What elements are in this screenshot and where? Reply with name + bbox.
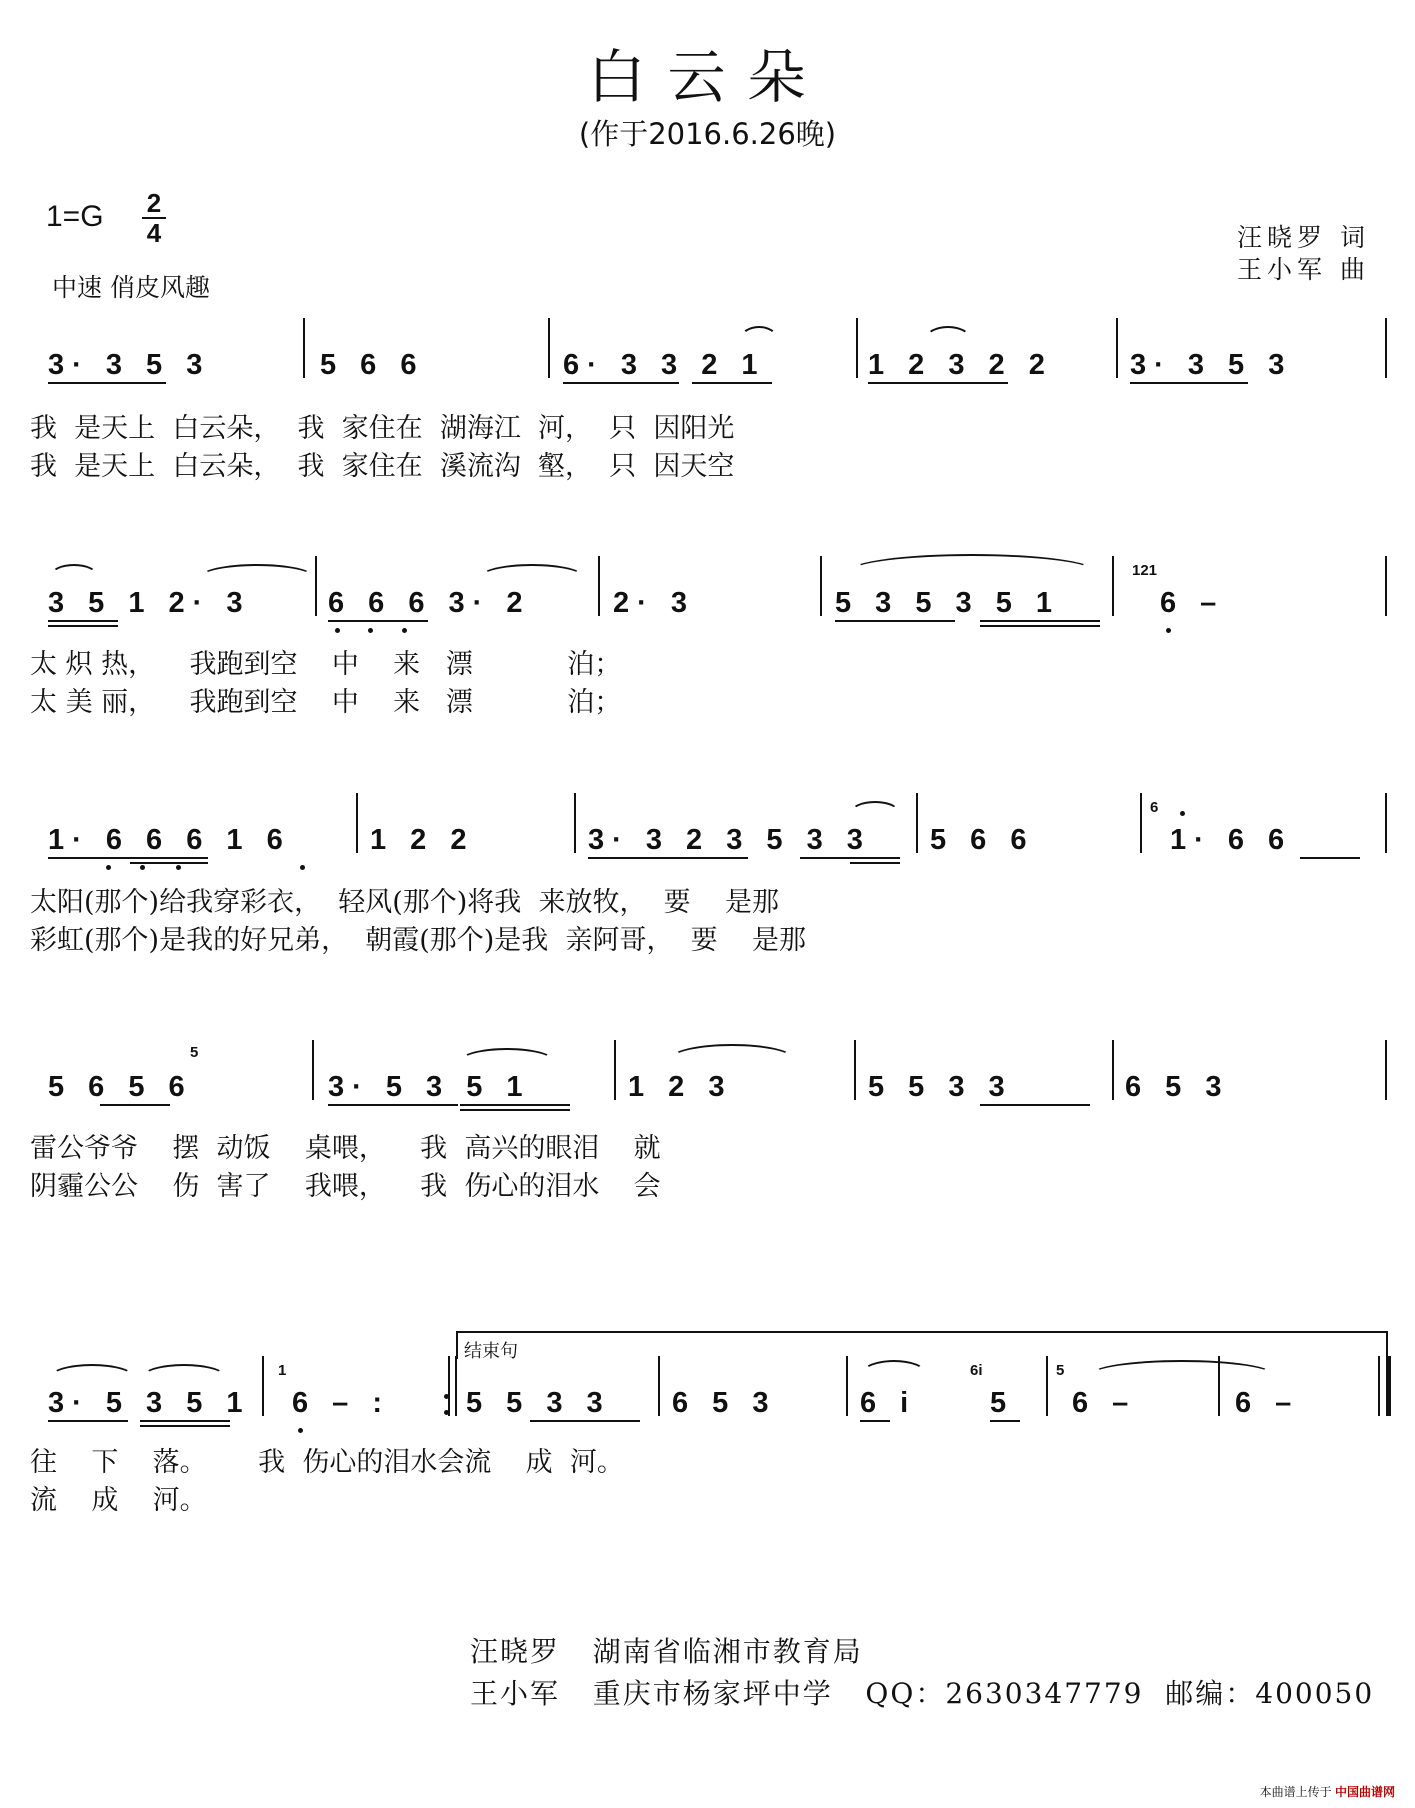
author-info-lyricist: 汪晓罗 湖南省临湘市教育局 xyxy=(470,1635,863,1668)
composition-date: (作于2016.6.26晚) xyxy=(578,117,837,151)
ending-bracket xyxy=(456,1331,1388,1362)
lyric-verse-1: 雷公爷爷 摆 动饭 桌喂， 我 高兴的眼泪 就 xyxy=(30,1133,661,1164)
key-signature: 1=G xyxy=(46,200,104,233)
author-info-composer: 王小军 重庆市杨家坪中学 QQ：2630347779 邮编：400050 xyxy=(470,1677,1375,1710)
measure: 3 5 1 2· 3 xyxy=(48,587,251,619)
measure: 6 – xyxy=(1072,1387,1137,1419)
upload-prefix: 本曲谱上传于 xyxy=(1259,1785,1332,1799)
composer-credit: 王小军 曲 xyxy=(1237,255,1370,284)
measure: 5 6 6 xyxy=(930,824,1035,856)
measure: 5 6 6 xyxy=(320,349,425,381)
measure: 6 6 6 3· 2 xyxy=(328,587,531,619)
meter-bottom: 4 xyxy=(146,218,162,248)
tempo-marking: 中速 俏皮风趣 xyxy=(52,273,210,302)
measure: 3· 3 5 3 xyxy=(48,349,211,381)
lyric-verse-2: 流 成 河。 xyxy=(30,1485,207,1516)
lyric-verse-2: 太 美 丽， 我跑到空 中 来 漂 泊； xyxy=(30,687,622,718)
site-logo: 中国曲谱网 xyxy=(1334,1785,1395,1799)
upload-watermark xyxy=(1260,1783,1395,1800)
meter-top: 2 xyxy=(146,188,162,218)
measure: 6 5 3 xyxy=(672,1387,777,1419)
measure: 6 – xyxy=(1160,587,1225,619)
score-line-2 xyxy=(30,562,1390,658)
measure: 1· 6 6 xyxy=(1170,824,1293,856)
measure: 3· 3 5 3 xyxy=(1130,349,1293,381)
measure: 1 2 3 2 2 xyxy=(868,349,1053,381)
lyric-verse-1: 我 是天上 白云朵， 我 家住在 湖海江 河， 只 因阳光 xyxy=(30,413,735,444)
score-line-1 xyxy=(30,340,1390,420)
measure: 6 5 3 xyxy=(1125,1071,1230,1103)
measure: 1 2 3 xyxy=(628,1071,733,1103)
lyricist-credit: 汪晓罗 词 xyxy=(1237,223,1370,252)
lyric-verse-2: 彩虹(那个)是我的好兄弟， 朝霞(那个)是我 亲阿哥， 要 是那 xyxy=(30,925,806,956)
measure: 2· 3 xyxy=(613,587,695,619)
grace-note: 1 xyxy=(278,1362,287,1379)
grace-note: 5 xyxy=(190,1044,199,1061)
lyric-verse-1: 太阳(那个)给我穿彩衣， 轻风(那个)将我 来放牧， 要 是那 xyxy=(30,887,779,918)
score-line-3 xyxy=(30,799,1390,895)
lyric-verse-1: 太 炽 热， 我跑到空 中 来 漂 泊； xyxy=(30,649,622,680)
grace-note: 121 xyxy=(1132,562,1158,579)
measure: 6 – xyxy=(1235,1387,1300,1419)
time-signature xyxy=(142,190,166,246)
measure: 3· 5 3 5 1 xyxy=(48,1387,251,1419)
measure: 3· 5 3 5 1 xyxy=(328,1071,531,1103)
score-line-4 xyxy=(30,1044,1390,1142)
measure: 5 5 3 3 xyxy=(466,1387,611,1419)
measure: 5 5 3 3 xyxy=(868,1071,1013,1103)
measure: 6 i xyxy=(860,1387,917,1419)
ending-label: 结束句 xyxy=(464,1341,518,1362)
measure: 5 6 5 6 xyxy=(48,1071,193,1103)
grace-note: 6i xyxy=(970,1362,983,1379)
measure: 6 – : xyxy=(292,1387,391,1419)
song-title: 白云朵 xyxy=(587,43,828,111)
measure: 6· 3 3 2 1 xyxy=(563,349,766,381)
lyric-verse-2: 我 是天上 白云朵， 我 家住在 溪流沟 壑， 只 因天空 xyxy=(30,451,735,482)
measure: 5 xyxy=(990,1387,1015,1419)
grace-note: 6 xyxy=(1150,799,1159,816)
lyric-verse-1: 往 下 落。 我 伤心的泪水会流 成 河。 xyxy=(30,1447,624,1478)
lyric-verse-2: 阴霾公公 伤 害了 我喂， 我 伤心的泪水 会 xyxy=(30,1171,661,1202)
measure: 3· 3 2 3 5 3 3 xyxy=(588,824,871,856)
measure: 1· 6 6 6 1 6 xyxy=(48,824,291,856)
measure: 1 2 2 xyxy=(370,824,475,856)
measure: 5 3 5 3 5 1 xyxy=(835,587,1061,619)
grace-note: 5 xyxy=(1056,1362,1065,1379)
